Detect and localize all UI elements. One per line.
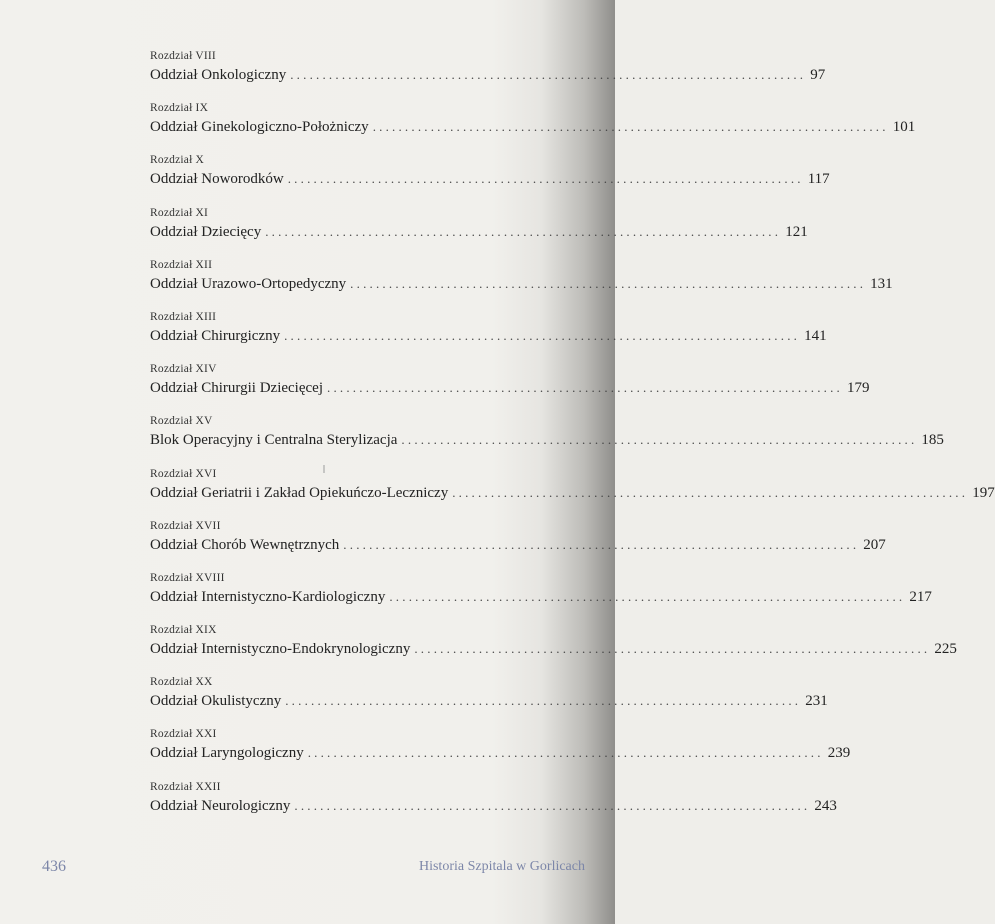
- dot-leader: ................................................................................: [285, 693, 802, 709]
- toc-line: [150, 641, 957, 658]
- toc-entry: [150, 415, 944, 467]
- page-number: 217: [909, 588, 932, 605]
- chapter-label: Rozdział VIII: [150, 50, 216, 62]
- chapter-title: Blok Operacyjny i Centralna Sterylizacja: [150, 432, 398, 449]
- toc-entry: [150, 310, 827, 363]
- chapter-title: Oddział Laryngologiczny: [150, 745, 304, 762]
- toc-entry: [150, 728, 851, 780]
- toc-entry: [150, 676, 828, 728]
- toc-entry: [150, 154, 830, 206]
- dot-leader: ................................................................................: [401, 432, 918, 448]
- dot-leader: ................................................................................: [372, 119, 889, 135]
- chapter-label: Rozdział XV: [150, 415, 213, 428]
- dot-leader: ................................................................................: [452, 484, 969, 500]
- chapter-label: Rozdział XXI: [150, 728, 217, 741]
- toc-line: [150, 797, 837, 815]
- page-number: 225: [934, 641, 957, 658]
- toc-line: [150, 536, 886, 554]
- toc-entry: [150, 363, 870, 415]
- page-number: 185: [921, 432, 944, 449]
- chapter-label: Rozdział X: [150, 154, 205, 167]
- chapter-label: Rozdział IX: [150, 102, 209, 115]
- page-number: 231: [805, 693, 828, 710]
- page-number: 141: [804, 327, 827, 344]
- chapter-title: Oddział Chorób Wewnętrznych: [150, 536, 340, 553]
- chapter-title: Oddział Internistyczno-Kardiologiczny: [150, 588, 386, 605]
- footer-page-number: 436: [42, 858, 66, 875]
- dot-leader: ................................................................................: [290, 67, 807, 82]
- chapter-title: Oddział Dziecięcy: [150, 223, 262, 240]
- page-number: 207: [863, 536, 886, 553]
- dot-leader: ................................................................................: [389, 588, 906, 604]
- paper-speck: [323, 465, 325, 473]
- dot-leader: ................................................................................: [414, 641, 931, 657]
- chapter-title: Oddział Internistyczno-Endokrynologiczny: [150, 641, 411, 658]
- page-number: 197: [972, 484, 995, 501]
- page-number: 101: [892, 119, 916, 136]
- toc-line: [150, 327, 827, 345]
- chapter-title: Oddział Chirurgiczny: [150, 327, 281, 344]
- toc-entry: [150, 519, 886, 572]
- toc-entry: [150, 50, 826, 102]
- page-number: 239: [827, 745, 851, 762]
- chapter-label: Rozdział XI: [150, 206, 209, 219]
- toc-line: [150, 380, 870, 397]
- table-of-contents: [150, 50, 995, 833]
- chapter-title: Oddział Neurologiczny: [150, 797, 291, 814]
- toc-line: [150, 223, 808, 241]
- chapter-label: Rozdział XII: [150, 258, 213, 271]
- chapter-title: Oddział Geriatrii i Zakład Opiekuńczo-Leczniczy: [150, 484, 449, 501]
- page-number: 179: [847, 380, 870, 397]
- page-number: 121: [785, 223, 808, 240]
- dot-leader: ................................................................................: [284, 327, 801, 343]
- running-title: Historia Szpitala w Gorlicach: [418, 859, 585, 874]
- dot-leader: ................................................................................: [343, 536, 860, 552]
- toc-line: [150, 432, 944, 449]
- chapter-label: Rozdział XIII: [150, 310, 217, 323]
- toc-line: [150, 693, 828, 710]
- chapter-label: Rozdział XX: [150, 676, 213, 689]
- page-number: 131: [870, 275, 893, 292]
- page-number: 97: [810, 67, 826, 83]
- page-number: 243: [814, 797, 837, 814]
- toc-entry: [150, 780, 837, 833]
- dot-leader: ................................................................................: [327, 380, 843, 396]
- toc-line: [150, 171, 830, 188]
- chapter-label: Rozdział XVIII: [150, 571, 225, 584]
- chapter-title: Oddział Urazowo-Ortopedyczny: [150, 275, 347, 292]
- toc-entry: [150, 258, 893, 311]
- chapter-title: Oddział Okulistyczny: [150, 693, 282, 710]
- toc-entry: [150, 206, 808, 259]
- dot-leader: ................................................................................: [294, 797, 811, 813]
- toc-line: [150, 484, 995, 502]
- chapter-label: Rozdział XXII: [150, 780, 221, 793]
- chapter-label: Rozdział XVI: [150, 467, 217, 480]
- dot-leader: ................................................................................: [265, 223, 782, 239]
- chapter-label: Rozdział XVII: [150, 519, 221, 532]
- toc-entry: [150, 624, 957, 676]
- toc-line: [150, 67, 826, 84]
- chapter-title: Oddział Noworodków: [150, 171, 284, 188]
- dot-leader: ................................................................................: [287, 171, 804, 187]
- chapter-label: Rozdział XIX: [150, 624, 217, 637]
- page-number: 117: [807, 171, 830, 188]
- toc-entry: [150, 571, 932, 624]
- toc-line: [150, 588, 932, 606]
- toc-line: [150, 275, 893, 293]
- toc-entry: [150, 102, 916, 154]
- toc-line: [150, 119, 916, 136]
- chapter-title: Oddział Chirurgii Dziecięcej: [150, 380, 323, 397]
- toc-line: [150, 745, 851, 762]
- dot-leader: ................................................................................: [307, 745, 824, 761]
- toc-entry: [150, 467, 995, 520]
- chapter-label: Rozdział XIV: [150, 363, 217, 376]
- chapter-title: Oddział Ginekologiczno-Położniczy: [150, 119, 369, 136]
- dot-leader: ................................................................................: [350, 275, 867, 291]
- chapter-title: Oddział Onkologiczny: [150, 67, 287, 83]
